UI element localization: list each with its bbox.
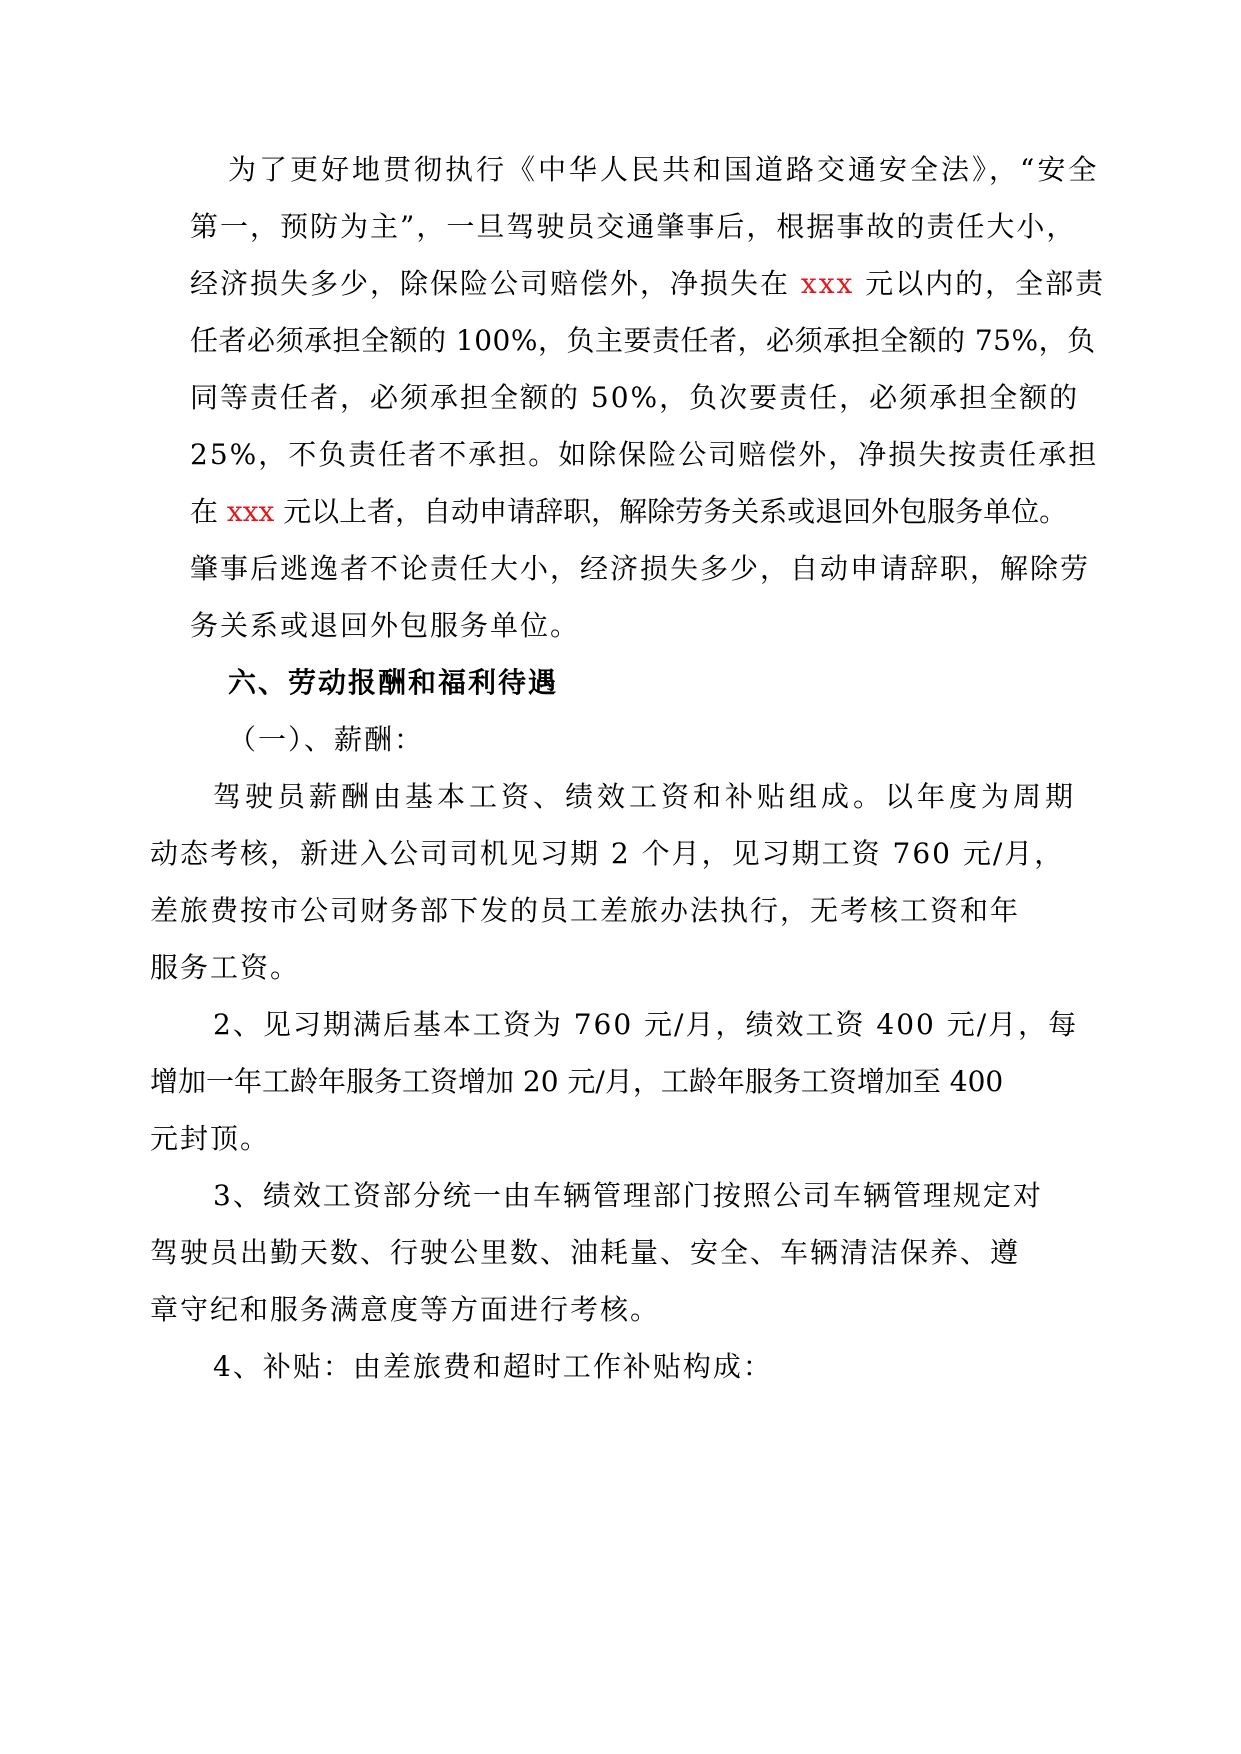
paragraph2-line3: 差旅费按市公司财务部下发的员工差旅办法执行，无考核工资和年 <box>150 894 1021 927</box>
paragraph2-line4: 服务工资。 <box>150 951 301 984</box>
placeholder-amount-2: xxx <box>226 495 275 528</box>
section-heading: 六、劳动报酬和福利待遇 <box>228 666 559 699</box>
paragraph1-line8: 肇事后逃逸者不论责任大小，经济损失多少，自动申请辞职，解除劳 <box>190 552 1091 585</box>
paragraph1-line5: 同等责任者，必须承担全额的 50%，负次要责任，必须承担全额的 <box>190 381 1080 414</box>
item3-line1: 3、绩效工资部分统一由车辆管理部门按照公司车辆管理规定对 <box>213 1179 1043 1212</box>
paragraph1-line4: 任者必须承担全额的 100%，负主要责任者，必须承担全额的 75%，负 <box>190 324 1096 357</box>
paragraph1-line7 <box>190 495 1067 529</box>
paragraph1-line3 <box>190 267 1105 301</box>
item2-line2: 增加一年工龄年服务工资增加 20 元/月，工龄年服务工资增加至 400 <box>150 1065 1004 1098</box>
paragraph1-line6: 25%，不负责任者不承担。如除保险公司赔偿外，净损失按责任承担 <box>190 438 1099 471</box>
paragraph1-line9: 务关系或退回外包服务单位。 <box>190 609 581 642</box>
paragraph1-line2: 第一，预防为主”，一旦驾驶员交通肇事后，根据事故的责任大小， <box>190 210 1077 243</box>
item2-line1: 2、见习期满后基本工资为 760 元/月，绩效工资 400 元/月，每 <box>213 1008 1079 1041</box>
paragraph1-line3-text-b: 元以内的，全部责 <box>854 267 1106 300</box>
item4-line1: 4、补贴：由差旅费和超时工作补贴构成： <box>213 1350 773 1383</box>
item3-line2: 驾驶员出勤天数、行驶公里数、油耗量、安全、车辆清洁保养、遵 <box>150 1236 1021 1269</box>
paragraph1-line7-text-b: 元以上者，自动申请辞职，解除劳务关系或退回外包服务单位。 <box>274 495 1068 528</box>
paragraph1-line7-text-a: 在 <box>190 495 227 528</box>
placeholder-amount-1: xxx <box>800 267 855 300</box>
subsection-heading: （一）、薪酬： <box>228 723 425 756</box>
item3-line3: 章守纪和服务满意度等方面进行考核。 <box>150 1293 661 1326</box>
paragraph1-line3-text-a: 经济损失多少，除保险公司赔偿外，净损失在 <box>190 267 801 300</box>
paragraph2-line2: 动态考核，新进入公司司机见习期 2 个月，见习期工资 760 元/月， <box>150 837 1065 870</box>
paragraph2-line1: 驾驶员薪酬由基本工资、绩效工资和补贴组成。以年度为周期 <box>213 780 1078 813</box>
paragraph1-line1: 为了更好地贯彻执行《中华人民共和国道路交通安全法》，“安全 <box>228 153 1100 186</box>
item2-line3: 元封顶。 <box>150 1122 271 1155</box>
